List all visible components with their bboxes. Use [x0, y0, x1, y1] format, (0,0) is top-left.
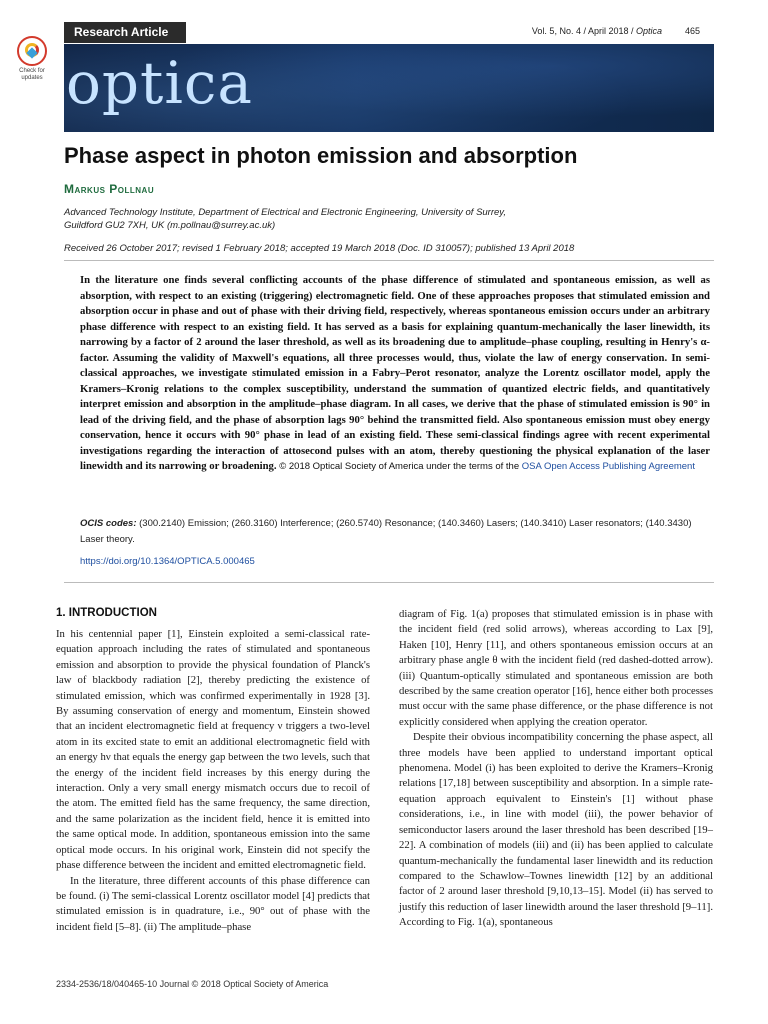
article-type-tag: Research Article: [64, 22, 186, 43]
section-heading: 1. INTRODUCTION: [56, 607, 157, 619]
body-paragraph: diagram of Fig. 1(a) proposes that stimulated emission is in phase with the incident field (red solid arrows), whereas according to Lax [9], Haken [10], Henry [11], and others spontaneous emission occurs at an arbitrary phase angle θ with the incident field (red dashed-dotted arrow). (iii) Quantum-optically stimulated and spontaneous emission are both described by the same creation operator [16], hence either both processes must occur with the same phase difference, or the phase difference is not explicitly considered when applying the creation operator.: [399, 608, 713, 728]
author-name: Markus Pollnau: [64, 182, 155, 196]
copyright-notice: [279, 461, 695, 472]
ocis-codes: [80, 516, 710, 548]
abstract: [80, 273, 710, 475]
check-for-updates-badge[interactable]: [10, 36, 54, 82]
journal-name: Optica: [635, 26, 662, 36]
license-link[interactable]: OSA Open Access Publishing Agreement: [521, 461, 695, 472]
check-updates-label: Check for updates: [19, 68, 45, 81]
divider: [64, 582, 714, 583]
journal-reference: [532, 26, 662, 36]
doi-line: [80, 556, 255, 567]
body-paragraph: In his centennial paper [1], Einstein exploited a semi-classical rate-equation approach including the rates of stimulated and spontaneous emission and absorption to provide the physical foundation of Planck's law of blackbody radiation [2], thereby predicting the existence of stimulated emission, which was confirmed experimentally in 1928 [3]. By assuming conservation of energy and momentum, Einstein showed that an incident electromagnetic field at frequency ν triggers a two-level atom in its excited state to emit an additional electromagnetic field with an energy hν that equals the energy gap between the two levels, such that the energy of the incident field increases by this energy during the interaction. Only a very small energy mismatch occurs due to recoil of the atom. The emitted field has the same frequency, the same direction, and the same polarization as the incident field, hence it is emitted into the same optical mode. In addition, spontaneous emission into the same optical mode occurs. In his original work, Einstein did not specify the phase difference between the incident and emitted electromagnetic field.: [56, 628, 370, 872]
body-paragraph: Despite their obvious incompatibility concerning the phase aspect, all three models have been applied to understand important optical phenomena. Model (i) has been exploited to derive the Kramers–Kronig relations [17,18] between susceptibility and absorption. In a simple rate-equation approach equivalent to Einstein's [1] without phase considerations, i.e., in line with model (iii), the power behavior of semiconductor lasers around the laser threshold has been described [19–22]. A combination of models (iii) and (ii) has been applied to calculate quantum-mechanically the fundamental laser linewidth and its reduction compared to the Schawlow–Townes linewidth [12] by an additional factor of 2 around laser threshold [9,10,13–15]. Model (ii) has served to justify this reduction of laser linewidth around the laser threshold [9–11]. According to Fig. 1(a), spontaneous: [399, 731, 713, 929]
ocis-label: OCIS codes:: [80, 518, 137, 529]
author-affiliation: Advanced Technology Institute, Department of Electrical and Electronic Engineering, University of Surrey, Guildford GU2 7XH, UK (m.pollnau@surrey.ac.uk): [64, 207, 506, 231]
optica-logo: optica: [66, 49, 253, 117]
publication-history: Received 26 October 2017; revised 1 February 2018; accepted 19 March 2018 (Doc. ID 310057); published 13 April 2018: [64, 243, 575, 254]
body-paragraph: In the literature, three different accounts of this phase difference can be found. (i) The semi-classical Lorentz oscillator model [4] predicts that stimulated emission is in quadrature, i.e., 90° out of phase with the incident field [5–8]. (ii) The amplitude–phase: [56, 874, 370, 933]
doi-link[interactable]: https://doi.org/10.1364/OPTICA.5.000465: [80, 556, 255, 567]
ocis-code-list: (300.2140) Emission; (260.3160) Interference; (260.5740) Resonance; (140.3460) Lasers; (140.3410) Laser resonators; (140.3430) Laser theory.: [80, 518, 692, 545]
journal-ref-prefix: Vol. 5, No. 4 / April 2018 /: [531, 26, 636, 36]
header-strip: [64, 22, 714, 44]
body-column-left: [56, 627, 370, 935]
abstract-text: In the literature one finds several conflicting accounts of the phase difference of stimulated and spontaneous emission, as well as absorption, with respect to an existing (triggering) electromagnetic field. One of these approaches proposes that stimulated emission and absorption occur in phase and out of phase with their driving field, respectively, whereas spontaneous emission occurs under an arbitrary phase difference with respect to an existing field. It has served as a basis for explaining quantum-mechanically the laser linewidth, its narrowing by a factor of 2 around the laser threshold, as well as its broadening due to amplitude–phase coupling, resulting in Henry's α-factor. Assuming the validity of Maxwell's equations, all three processes would, thus, violate the law of energy conservation. In semi-classical approaches, we investigate stimulated emission in a Fabry–Perot resonator, analyze the Lorentz oscillator model, apply the Kramers–Kronig relations to the complex susceptibility, understand the summation of quantized electric fields, and quantitatively interpret emission and absorption in the amplitude–phase diagram. In all cases, we derive that the phase of stimulated emission is 90° in lead of the driving field, and the phase of absorption lags 90° behind the transmitted field. Also spontaneous emission must obey energy conservation, hence it occurs with 90° phase in lead of an existing field. These semi-classical findings agree with recent experimental investigations regarding the interaction of attosecond pulses with an atom, thereby questioning the physical explanation of the laser linewidth and its narrowing or broadening.: [80, 274, 710, 472]
check-updates-icon: [17, 36, 47, 66]
divider: [64, 260, 714, 261]
article-title: Phase aspect in photon emission and absorption: [64, 143, 578, 168]
journal-banner: [64, 22, 714, 132]
page-number: 465: [684, 26, 700, 36]
page-footer: 2334-2536/18/040465-10 Journal © 2018 Optical Society of America: [56, 979, 329, 989]
body-column-right: [399, 607, 713, 931]
copyright-text: © 2018 Optical Society of America under the terms of the: [279, 461, 522, 472]
